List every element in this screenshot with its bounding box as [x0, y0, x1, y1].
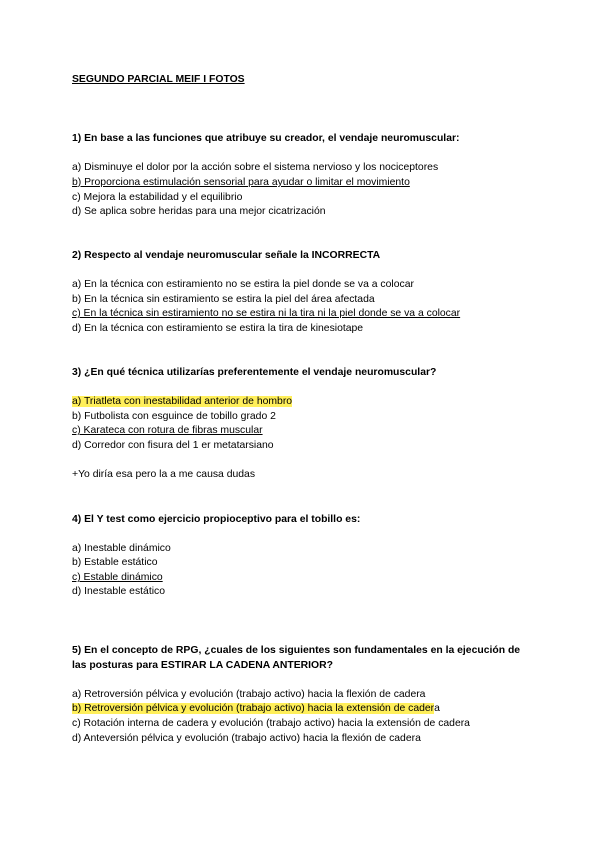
q3-option-c: c) Karateca con rotura de fibras muscular: [72, 425, 263, 436]
q3-note: +Yo diría esa pero la a me causa dudas: [72, 469, 256, 480]
question-5-line-2: las posturas para ESTIRAR LA CADENA ANTERIOR?: [72, 660, 333, 671]
q5-option-a: a) Retroversión pélvica y evolución (trabajo activo) hacia la flexión de cadera: [72, 689, 426, 700]
q3-option-a: [72, 395, 292, 408]
q3-option-d: d) Corredor con fisura del 1 er metatarsiano: [72, 440, 274, 451]
question-1: 1) En base a las funciones que atribuye su creador, el vendaje neuromuscular:: [72, 133, 460, 144]
q3-option-b: b) Futbolista con esguince de tobillo grado 2: [72, 411, 276, 422]
q5-option-b: [72, 702, 440, 715]
q5-option-d: d) Anteversión pélvica y evolución (trabajo activo) hacia la flexión de cadera: [72, 733, 421, 744]
q4-option-a: a) Inestable dinámico: [72, 543, 171, 554]
q1-option-a: a) Disminuye el dolor por la acción sobre el sistema nervioso y los nociceptores: [72, 162, 439, 173]
q1-option-c: c) Mejora la estabilidad y el equilibrio: [72, 192, 243, 203]
q2-option-b: b) En la técnica sin estiramiento se estira la piel del área afectada: [72, 294, 375, 305]
question-4: 4) El Y test como ejercicio propioceptivo para el tobillo es:: [72, 514, 361, 525]
question-2: 2) Respecto al vendaje neuromuscular señale la INCORRECTA: [72, 250, 381, 261]
q5-option-b-tail: a: [434, 703, 440, 714]
q2-option-a: a) En la técnica con estiramiento no se estira la piel donde se va a colocar: [72, 279, 414, 290]
q5-option-b-highlight: b) Retroversión pélvica y evolución (trabajo activo) hacia la extensión de cader: [72, 703, 435, 714]
q2-option-d: d) En la técnica con estiramiento se estira la tira de kinesiotape: [72, 323, 364, 334]
document-title: SEGUNDO PARCIAL MEIF I FOTOS: [72, 74, 245, 85]
q3-option-a-highlight: a) Triatleta con inestabilidad anterior de hombro: [72, 396, 293, 407]
q4-option-d: d) Inestable estático: [72, 586, 165, 597]
question-3: 3) ¿En qué técnica utilizarías preferentemente el vendaje neuromuscular?: [72, 367, 437, 378]
question-5-line-1: 5) En el concepto de RPG, ¿cuales de los siguientes son fundamentales en la ejecución de: [72, 645, 521, 656]
q2-option-c: c) En la técnica sin estiramiento no se estira ni la tira ni la piel donde se va a colocar: [72, 308, 461, 319]
q4-option-b: b) Estable estático: [72, 557, 158, 568]
q5-option-c: c) Rotación interna de cadera y evolución (trabajo activo) hacia la extensión de cadera: [72, 718, 470, 729]
q4-option-c: c) Estable dinámico: [72, 572, 163, 583]
q1-option-b: b) Proporciona estimulación sensorial para ayudar o limitar el movimiento: [72, 177, 410, 188]
q1-option-d: d) Se aplica sobre heridas para una mejor cicatrización: [72, 206, 326, 217]
